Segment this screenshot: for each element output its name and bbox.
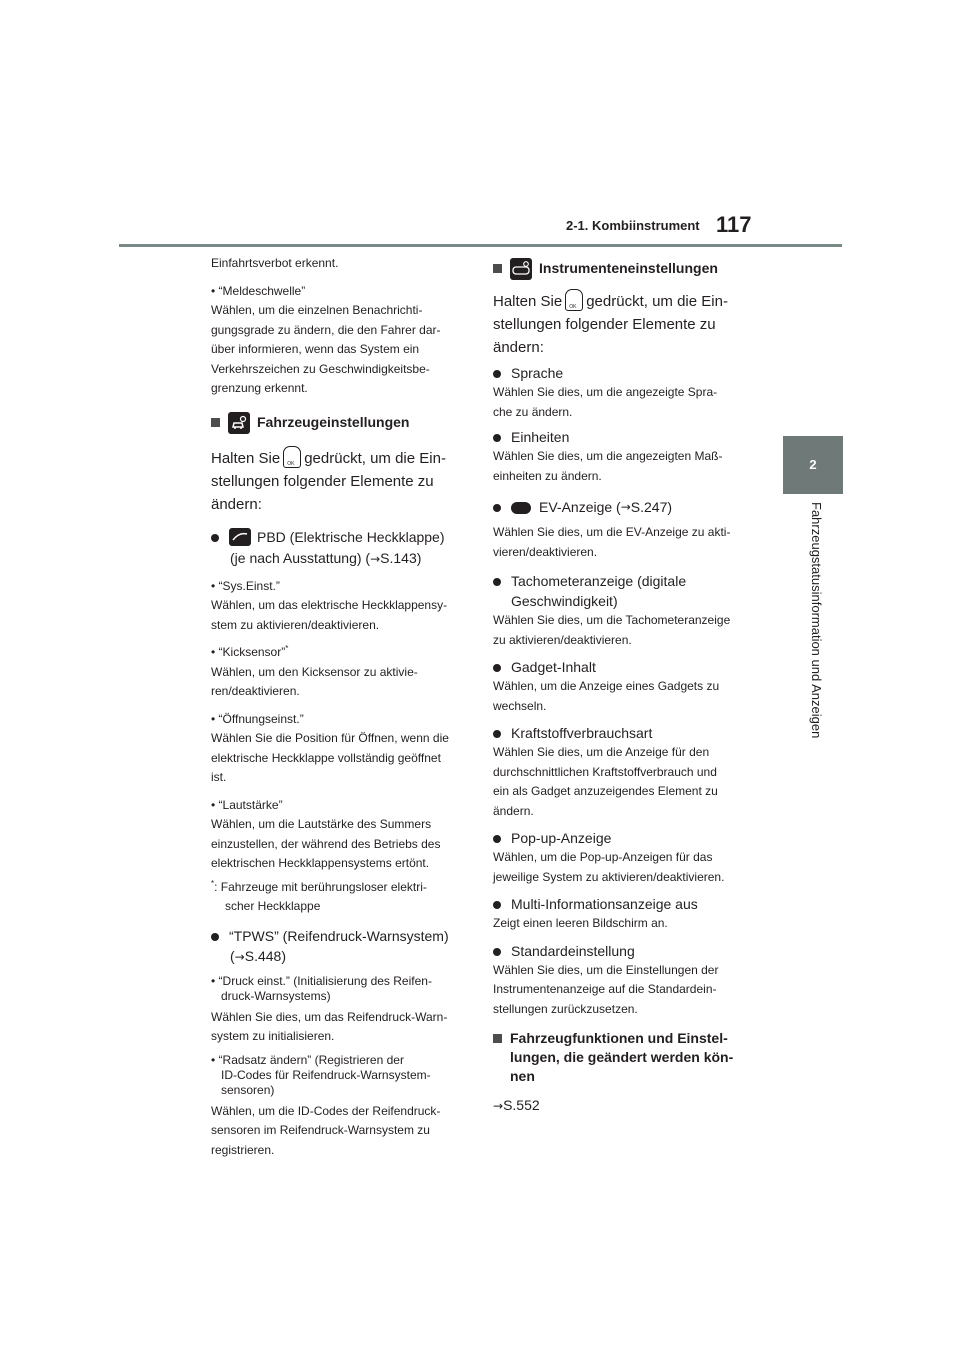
text-line: elektrische Heckklappe vollständig geöffnet [211,750,441,765]
text-line: Verkehrszeichen zu Geschwindigkeitsbe- [211,361,430,376]
text-line: ein als Gadget anzuzeigendes Element zu [493,784,718,798]
header-rule [119,244,842,247]
bullet-dot-icon [211,933,219,941]
chapter-tab: 2 [783,436,843,494]
item-title: Einheiten [511,429,570,445]
reference-line [493,1094,748,1118]
square-bullet-icon [493,1034,502,1043]
intro-text: gedrückt, um die Ein- [304,449,446,467]
text-line: grenzung erkennt. [211,381,308,395]
text-line: Wählen, um die Lautstärke des Summers [211,817,432,831]
arrow-icon: → [493,1099,504,1113]
item-title: EV-Anzeige ( [539,499,621,515]
text-line: Wählen Sie dies, um das Reifendruck-Warn- [211,1009,448,1024]
list-item [493,498,748,517]
text-line: Wählen, um die Anzeige eines Gadgets zu [493,679,720,693]
list-item [493,724,748,743]
sub-bullet-text: • “Druck einst.” (Initialisierung des Reifen- [211,973,432,988]
text-line: registrieren. [211,1142,275,1157]
item-title: Pop-up-Anzeige [511,830,612,846]
text-line: Wählen Sie dies, um die angezeigten Maß- [493,449,723,463]
footnote-mark: * [211,878,215,888]
list-item [211,927,471,946]
text-line: einzustellen, der während des Betriebs des [211,836,441,851]
vehicle-settings-icon [228,412,250,434]
bullet-dot-icon [493,948,501,956]
text-line: Wählen Sie dies, um die Tachometeranzeige [493,613,731,627]
item-title: “TPWS” (Reifendruck-Warnsystem) [229,927,449,944]
sub-bullet: • “Öffnungseinst.” [211,711,304,726]
footnote [211,878,471,898]
text-line: ren/deaktivieren. [211,684,300,698]
list-item [211,528,471,547]
text-line: Wählen Sie die Position für Öffnen, wenn die [211,731,449,745]
bullet-dot-icon [493,578,501,586]
item-title: Kraftstoffverbrauchsart [511,725,653,741]
sub-bullet-text: druck-Warnsystems) [221,988,331,1003]
sub-bullet [211,1053,471,1098]
list-item [493,364,748,383]
page-reference[interactable]: S.247) [630,499,673,515]
ev-icon [511,502,531,514]
item-title: Sprache [511,365,564,381]
heading-text [510,1029,748,1086]
text-line: zu aktivieren/deaktivieren. [493,632,632,647]
heading-vehicle-functions [493,1029,748,1086]
sub-bullet: • “Meldeschwelle” [211,283,306,298]
page-number: 117 [716,212,752,237]
bullet-dot-icon [493,730,501,738]
text-line: system zu initialisieren. [211,1029,335,1043]
sub-bullet: • “Sys.Einst.” [211,578,280,593]
text-line: Wählen, um die Pop-up-Anzeigen für das [493,850,713,864]
ok-button-icon [283,446,301,468]
item-title: Gadget-Inhalt [511,659,596,675]
item-title-cont [211,946,471,968]
sub-bullet-text: ID-Codes für Reifendruck-Warnsystem- [221,1067,431,1082]
paragraph: Einfahrtsverbot erkennt. [211,256,339,270]
item-title: Tachometeranzeige (digitale [511,573,687,589]
sub-bullet-text: • “Radsatz ändern” (Registrieren der [211,1052,404,1067]
list-item [493,658,748,677]
bullet-dot-icon [493,370,501,378]
intro-line: ändern: [493,339,544,356]
intro-line [493,289,748,313]
text-line: che zu ändern. [493,404,573,419]
instrument-settings-icon [510,258,532,280]
text-line: elektrischen Heckklappensystems ertönt. [211,856,430,870]
list-item [493,895,748,914]
page-reference[interactable]: S.448) [244,947,286,964]
intro-text: Halten Sie [493,293,563,310]
sub-bullet-text: sensoren) [221,1082,275,1097]
sub-bullet [211,974,471,1004]
item-text: (je nach Ausstattung) ( [230,549,371,566]
text-line: ändern. [493,803,534,818]
text-line: Wählen, um die einzelnen Benachrichti- [211,303,423,317]
text-line: Zeigt einen leeren Bildschirm an. [493,916,668,930]
ok-button-icon [565,289,583,311]
heading-vehicle-settings [211,413,471,434]
bullet-dot-icon [493,664,501,672]
footnote-cont: scher Heckklappe [225,899,321,913]
square-bullet-icon [493,264,502,273]
item-title: Multi-Informationsanzeige aus [511,896,698,912]
bullet-dot-icon [493,901,501,909]
text-line: jeweilige System zu aktivieren/deaktivieren. [493,869,725,884]
text-line: stellungen zurückzusetzen. [493,1001,638,1016]
bullet-dot-icon [493,504,501,512]
text-line: Wählen Sie dies, um die Einstellungen der [493,962,719,977]
intro-line: ändern: [211,495,262,513]
intro-line [211,446,471,470]
heading-instrument-settings [493,259,748,280]
page-reference[interactable]: S.552 [503,1097,540,1113]
text-line: wechseln. [493,698,547,713]
item-title-cont [211,547,471,571]
footnote-text: : Fahrzeuge mit berührungsloser elektri- [214,879,427,894]
page-reference[interactable]: S.143) [380,549,422,566]
list-item [493,829,748,848]
sub-bullet [211,643,471,663]
square-bullet-icon [211,418,220,427]
list-item [493,942,748,961]
text-line: Wählen Sie dies, um die angezeigte Spra- [493,385,718,399]
footnote-mark: * [285,644,289,653]
text-line: Wählen, um das elektrische Heckklappensy- [211,598,448,612]
list-item [493,428,748,447]
sub-bullet-text: • “Kicksensor” [211,645,286,659]
text-line: Wählen, um den Kicksensor zu aktivie- [211,664,418,679]
intro-line: stellungen folgender Elemente zu [211,472,434,490]
text-line: Wählen Sie dies, um die Anzeige für den [493,745,710,759]
intro-text: Halten Sie [211,449,281,467]
heading-line: lungen, die geändert werden kön- [510,1049,734,1065]
bullet-dot-icon [211,534,219,542]
intro-line: stellungen folgender Elemente zu [493,316,716,333]
heading-text: Instrumenteneinstellungen [539,260,718,276]
heading-text: Fahrzeugeinstellungen [257,413,410,430]
sub-bullet: • “Lautstärke” [211,797,283,812]
arrow-icon: → [370,551,381,566]
right-column [493,254,748,1118]
arrow-icon: → [234,949,245,964]
bullet-dot-icon [493,835,501,843]
list-item [493,572,748,591]
item-title: Standardeinstellung [511,942,635,959]
text-line: durchschnittlichen Kraftstoffverbrauch und [493,764,717,779]
text-line: Wählen Sie dies, um die EV-Anzeige zu akti- [493,525,731,539]
text-line: sensoren im Reifendruck-Warnsystem zu [211,1123,430,1137]
left-column [211,254,471,1160]
item-text: ( [230,947,235,964]
text-line: gungsgrade zu ändern, die den Fahrer dar- [211,322,441,337]
heading-line: Fahrzeugfunktionen und Einstel- [510,1030,728,1046]
tailgate-icon [229,528,251,546]
text-line: vieren/deaktivieren. [493,544,598,559]
text-line: Wählen, um die ID-Codes der Reifendruck- [211,1103,441,1118]
text-line: einheiten zu ändern. [493,468,602,483]
bullet-dot-icon [493,434,501,442]
intro-text: gedrückt, um die Ein- [586,293,728,310]
heading-line: nen [510,1068,535,1084]
text-line: Instrumentenanzeige auf die Standardein- [493,982,717,996]
text-line: über informieren, wenn das System ein [211,342,420,356]
chapter-label: Fahrzeugstatusinformation und Anzeigen [809,502,824,739]
arrow-icon: → [620,500,631,514]
section-title: 2-1. Kombiinstrument [566,218,700,233]
item-title-cont: Geschwindigkeit) [511,593,618,609]
text-line: ist. [211,770,227,784]
item-title: PBD (Elektrische Heckklappe) [257,528,445,545]
text-line: stem zu aktivieren/deaktivieren. [211,617,380,632]
